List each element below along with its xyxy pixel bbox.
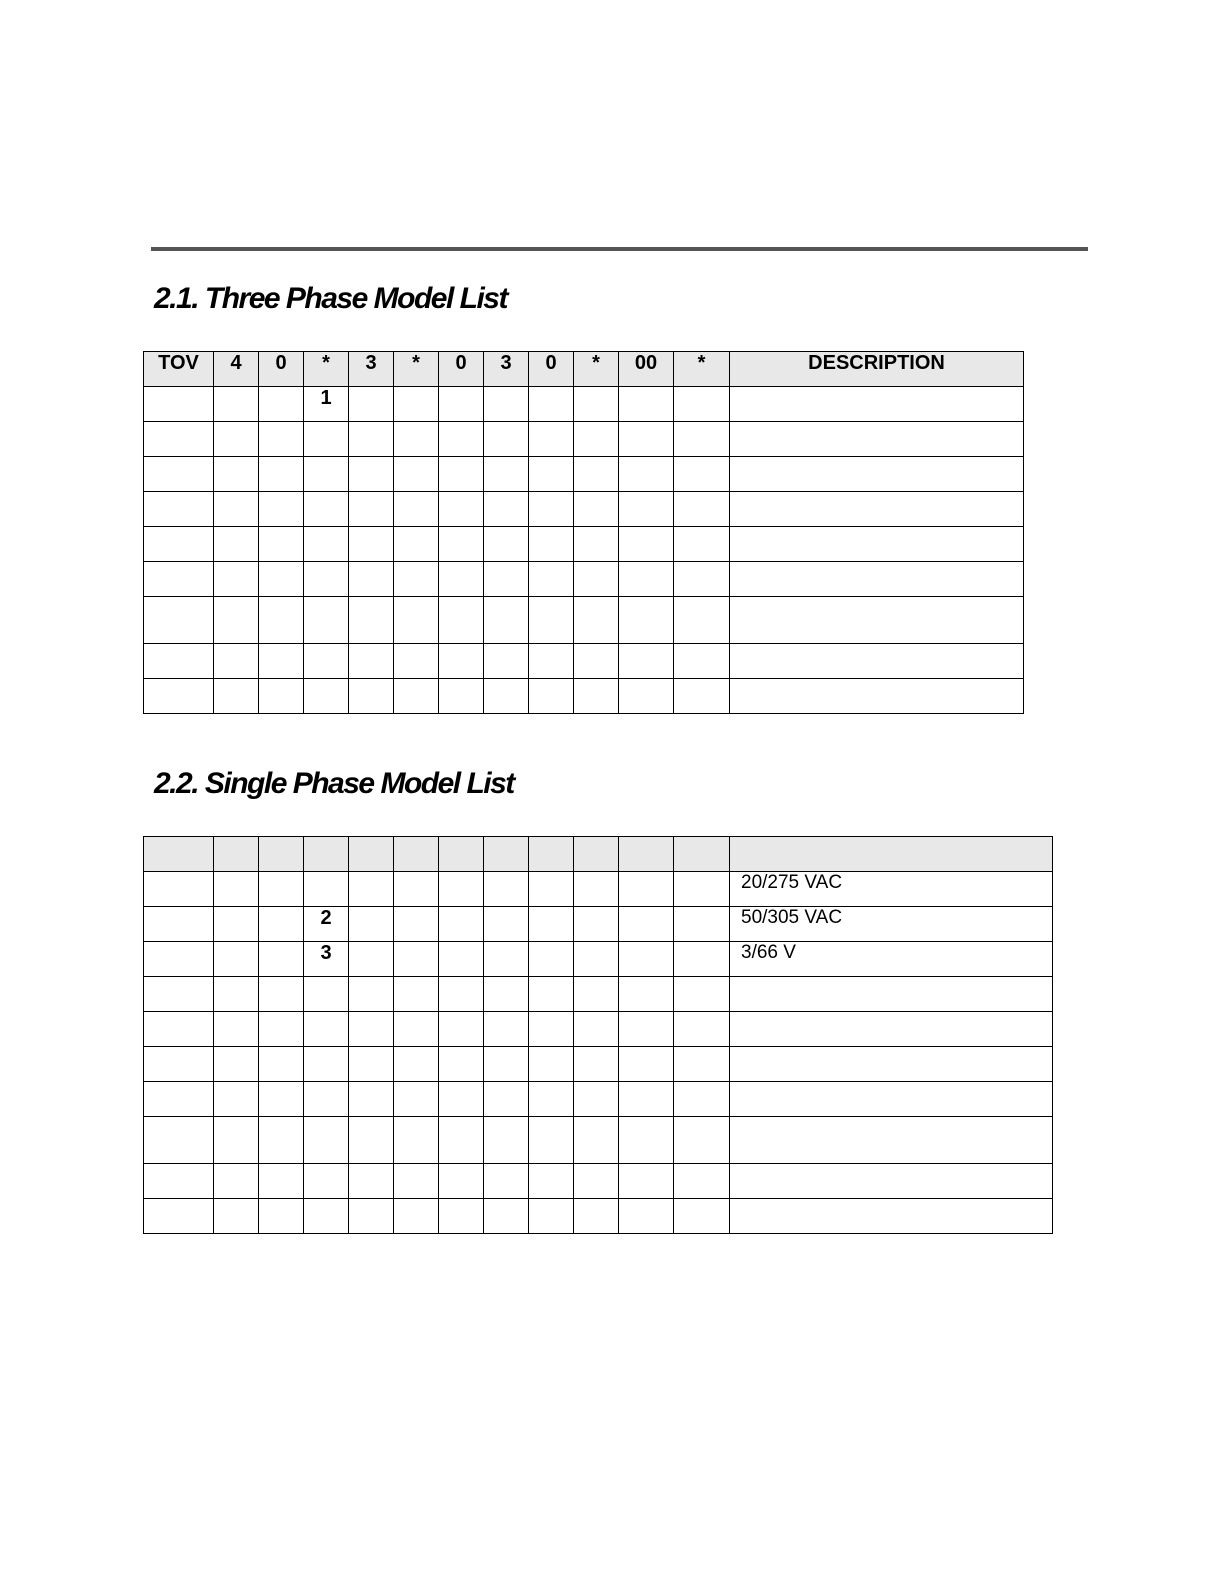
code-cell xyxy=(259,1012,304,1047)
code-cell xyxy=(619,1012,674,1047)
code-cell xyxy=(214,1082,259,1117)
code-cell xyxy=(259,387,304,422)
code-cell xyxy=(394,872,439,907)
code-cell xyxy=(574,1012,619,1047)
code-cell xyxy=(259,492,304,527)
header-cell xyxy=(574,837,619,872)
code-cell xyxy=(619,942,674,977)
code-cell xyxy=(214,907,259,942)
code-cell xyxy=(144,872,214,907)
code-cell xyxy=(529,597,574,644)
header-cell-description: DESCRIPTION xyxy=(730,352,1024,387)
code-cell xyxy=(394,1117,439,1164)
code-cell xyxy=(619,679,674,714)
code-cell xyxy=(144,942,214,977)
code-cell xyxy=(674,492,730,527)
code-cell xyxy=(304,1117,349,1164)
code-cell xyxy=(144,1012,214,1047)
code-cell xyxy=(674,679,730,714)
code-cell xyxy=(529,562,574,597)
code-cell xyxy=(574,679,619,714)
table-row xyxy=(144,597,1024,644)
header-cell: * xyxy=(674,352,730,387)
code-cell xyxy=(484,562,529,597)
code-cell xyxy=(349,387,394,422)
header-cell: * xyxy=(574,352,619,387)
code-cell xyxy=(574,1117,619,1164)
description-cell xyxy=(730,1012,1053,1047)
code-cell xyxy=(674,597,730,644)
code-cell xyxy=(304,457,349,492)
code-cell xyxy=(439,679,484,714)
code-cell xyxy=(439,562,484,597)
code-cell xyxy=(144,907,214,942)
table-row xyxy=(144,644,1024,679)
code-cell xyxy=(349,872,394,907)
code-cell xyxy=(304,1082,349,1117)
code-cell xyxy=(394,1082,439,1117)
code-cell xyxy=(619,907,674,942)
code-cell xyxy=(349,527,394,562)
header-cell: 3 xyxy=(349,352,394,387)
code-cell xyxy=(529,1082,574,1117)
code-cell xyxy=(144,679,214,714)
header-cell: TOV xyxy=(144,352,214,387)
code-cell xyxy=(439,1199,484,1234)
description-cell xyxy=(730,422,1024,457)
code-cell xyxy=(214,387,259,422)
header-cell: 0 xyxy=(259,352,304,387)
code-cell xyxy=(349,562,394,597)
code-cell xyxy=(304,1047,349,1082)
code-cell xyxy=(484,1047,529,1082)
code-cell xyxy=(304,562,349,597)
code-cell xyxy=(349,644,394,679)
code-cell xyxy=(619,562,674,597)
code-cell xyxy=(259,872,304,907)
code-cell xyxy=(439,1164,484,1199)
table-row xyxy=(144,1012,1053,1047)
header-cell xyxy=(619,837,674,872)
code-cell xyxy=(529,422,574,457)
code-cell xyxy=(619,527,674,562)
code-cell xyxy=(574,387,619,422)
code-cell xyxy=(394,644,439,679)
code-cell xyxy=(144,527,214,562)
code-cell xyxy=(484,597,529,644)
code-cell xyxy=(349,492,394,527)
table-row xyxy=(144,1082,1053,1117)
code-cell xyxy=(259,942,304,977)
code-cell xyxy=(144,457,214,492)
header-cell: 0 xyxy=(529,352,574,387)
code-cell xyxy=(529,457,574,492)
code-cell xyxy=(349,422,394,457)
code-cell xyxy=(574,644,619,679)
table-row xyxy=(144,679,1024,714)
code-cell xyxy=(144,422,214,457)
code-cell xyxy=(214,644,259,679)
description-cell xyxy=(730,1117,1053,1164)
code-cell xyxy=(214,422,259,457)
code-cell xyxy=(574,492,619,527)
code-cell xyxy=(439,422,484,457)
table-row xyxy=(144,387,1024,422)
code-cell xyxy=(674,422,730,457)
code-cell xyxy=(394,907,439,942)
code-cell xyxy=(214,597,259,644)
code-cell xyxy=(144,1082,214,1117)
code-cell xyxy=(214,562,259,597)
code-cell xyxy=(484,457,529,492)
code-cell xyxy=(304,872,349,907)
table-row xyxy=(144,1117,1053,1164)
code-cell xyxy=(574,942,619,977)
code-cell xyxy=(619,1199,674,1234)
code-cell xyxy=(144,597,214,644)
code-cell xyxy=(259,562,304,597)
code-cell xyxy=(439,977,484,1012)
code-cell xyxy=(304,1199,349,1234)
code-cell xyxy=(394,387,439,422)
code-cell xyxy=(144,387,214,422)
code-cell xyxy=(394,942,439,977)
code-cell xyxy=(394,1047,439,1082)
code-cell xyxy=(674,942,730,977)
code-cell xyxy=(214,1164,259,1199)
code-cell xyxy=(574,597,619,644)
code-cell xyxy=(144,562,214,597)
description-cell xyxy=(730,1199,1053,1234)
code-cell xyxy=(574,422,619,457)
code-cell xyxy=(439,942,484,977)
code-cell xyxy=(574,457,619,492)
code-cell xyxy=(619,422,674,457)
code-cell xyxy=(574,977,619,1012)
table-row xyxy=(144,492,1024,527)
code-cell xyxy=(484,492,529,527)
code-cell xyxy=(304,597,349,644)
code-cell xyxy=(529,1117,574,1164)
code-cell xyxy=(259,644,304,679)
description-cell: 3/66 V xyxy=(730,942,1053,977)
table-row xyxy=(144,1164,1053,1199)
section-title-three-phase: 2.1. Three Phase Model List xyxy=(154,282,507,315)
code-cell xyxy=(214,977,259,1012)
code-cell xyxy=(349,1164,394,1199)
code-cell xyxy=(214,457,259,492)
code-cell xyxy=(214,872,259,907)
header-rule xyxy=(151,247,1088,251)
code-cell xyxy=(349,977,394,1012)
code-cell xyxy=(439,644,484,679)
code-cell xyxy=(349,597,394,644)
code-cell xyxy=(674,527,730,562)
code-cell xyxy=(484,644,529,679)
code-cell xyxy=(304,422,349,457)
code-cell xyxy=(214,492,259,527)
code-cell xyxy=(259,422,304,457)
header-cell xyxy=(349,837,394,872)
header-cell: 4 xyxy=(214,352,259,387)
code-cell xyxy=(144,1164,214,1199)
code-cell xyxy=(484,1164,529,1199)
table-row xyxy=(144,422,1024,457)
description-cell xyxy=(730,1047,1053,1082)
header-cell xyxy=(439,837,484,872)
code-cell xyxy=(394,1199,439,1234)
code-cell xyxy=(439,457,484,492)
code-cell xyxy=(619,1164,674,1199)
code-cell xyxy=(574,1082,619,1117)
table-row xyxy=(144,907,1053,942)
code-cell xyxy=(304,1164,349,1199)
code-cell xyxy=(484,1012,529,1047)
code-cell xyxy=(574,872,619,907)
code-cell xyxy=(394,1164,439,1199)
header-cell: 0 xyxy=(439,352,484,387)
description-cell: 20/275 VAC xyxy=(730,872,1053,907)
code-cell xyxy=(574,1164,619,1199)
code-cell xyxy=(619,1047,674,1082)
header-cell xyxy=(214,837,259,872)
code-cell: 2 xyxy=(304,907,349,942)
table-row xyxy=(144,457,1024,492)
table-row xyxy=(144,1047,1053,1082)
code-cell xyxy=(484,942,529,977)
code-cell xyxy=(674,907,730,942)
header-cell-description xyxy=(730,837,1053,872)
code-cell xyxy=(394,457,439,492)
code-cell xyxy=(259,1199,304,1234)
header-cell: 3 xyxy=(484,352,529,387)
code-cell xyxy=(394,422,439,457)
description-cell xyxy=(730,1164,1053,1199)
code-cell xyxy=(529,942,574,977)
header-cell: * xyxy=(304,352,349,387)
code-cell xyxy=(304,644,349,679)
code-cell xyxy=(574,1047,619,1082)
code-cell xyxy=(144,1047,214,1082)
code-cell xyxy=(259,457,304,492)
code-cell xyxy=(529,527,574,562)
code-cell xyxy=(484,1199,529,1234)
code-cell xyxy=(529,387,574,422)
table-row xyxy=(144,562,1024,597)
table-row xyxy=(144,527,1024,562)
table-header-row xyxy=(144,352,1024,387)
header-cell xyxy=(394,837,439,872)
code-cell xyxy=(349,1199,394,1234)
code-cell xyxy=(214,1012,259,1047)
code-cell xyxy=(304,679,349,714)
code-cell xyxy=(144,977,214,1012)
code-cell xyxy=(529,872,574,907)
code-cell xyxy=(349,457,394,492)
code-cell xyxy=(304,492,349,527)
code-cell xyxy=(529,1199,574,1234)
code-cell xyxy=(394,977,439,1012)
code-cell xyxy=(619,1082,674,1117)
table-row xyxy=(144,977,1053,1012)
code-cell xyxy=(574,562,619,597)
code-cell xyxy=(484,679,529,714)
header-cell xyxy=(484,837,529,872)
description-cell xyxy=(730,457,1024,492)
header-cell xyxy=(144,837,214,872)
code-cell xyxy=(304,527,349,562)
code-cell xyxy=(674,977,730,1012)
code-cell xyxy=(674,457,730,492)
code-cell xyxy=(574,527,619,562)
code-cell xyxy=(394,597,439,644)
description-cell xyxy=(730,1082,1053,1117)
table-header-row xyxy=(144,837,1053,872)
three-phase-model-table xyxy=(143,351,1024,714)
header-cell: 00 xyxy=(619,352,674,387)
code-cell xyxy=(674,644,730,679)
code-cell xyxy=(484,1117,529,1164)
code-cell xyxy=(214,942,259,977)
code-cell xyxy=(484,872,529,907)
description-cell xyxy=(730,644,1024,679)
code-cell xyxy=(674,872,730,907)
code-cell xyxy=(439,527,484,562)
code-cell xyxy=(349,1082,394,1117)
description-cell xyxy=(730,387,1024,422)
table-row xyxy=(144,872,1053,907)
table-row xyxy=(144,1199,1053,1234)
code-cell xyxy=(529,1164,574,1199)
code-cell xyxy=(259,1047,304,1082)
code-cell xyxy=(484,527,529,562)
code-cell xyxy=(439,1117,484,1164)
code-cell xyxy=(529,977,574,1012)
code-cell xyxy=(619,1117,674,1164)
code-cell xyxy=(214,1047,259,1082)
code-cell xyxy=(394,492,439,527)
code-cell xyxy=(484,422,529,457)
code-cell xyxy=(144,644,214,679)
code-cell xyxy=(439,597,484,644)
code-cell xyxy=(619,387,674,422)
code-cell xyxy=(439,1012,484,1047)
header-cell xyxy=(259,837,304,872)
code-cell xyxy=(259,1117,304,1164)
code-cell xyxy=(144,1199,214,1234)
header-cell xyxy=(529,837,574,872)
code-cell xyxy=(529,679,574,714)
header-cell xyxy=(674,837,730,872)
section-title-single-phase: 2.2. Single Phase Model List xyxy=(154,767,514,800)
code-cell xyxy=(439,1047,484,1082)
code-cell xyxy=(529,1047,574,1082)
code-cell xyxy=(349,1012,394,1047)
description-cell xyxy=(730,597,1024,644)
code-cell xyxy=(439,872,484,907)
code-cell xyxy=(674,1199,730,1234)
description-cell xyxy=(730,527,1024,562)
code-cell xyxy=(439,1082,484,1117)
single-phase-model-table xyxy=(143,836,1053,1234)
code-cell xyxy=(439,492,484,527)
code-cell xyxy=(144,1117,214,1164)
code-cell xyxy=(259,597,304,644)
code-cell xyxy=(674,1047,730,1082)
code-cell xyxy=(439,387,484,422)
code-cell xyxy=(619,457,674,492)
code-cell xyxy=(674,1164,730,1199)
code-cell xyxy=(674,1082,730,1117)
code-cell xyxy=(484,1082,529,1117)
code-cell xyxy=(529,644,574,679)
code-cell xyxy=(674,1012,730,1047)
code-cell xyxy=(349,1047,394,1082)
code-cell xyxy=(619,872,674,907)
code-cell xyxy=(214,527,259,562)
code-cell xyxy=(619,644,674,679)
code-cell xyxy=(304,1012,349,1047)
code-cell xyxy=(619,597,674,644)
description-cell xyxy=(730,492,1024,527)
table-row xyxy=(144,942,1053,977)
code-cell xyxy=(349,679,394,714)
code-cell xyxy=(259,977,304,1012)
code-cell xyxy=(484,907,529,942)
code-cell xyxy=(349,942,394,977)
code-cell xyxy=(484,387,529,422)
code-cell xyxy=(144,492,214,527)
code-cell xyxy=(259,679,304,714)
code-cell xyxy=(304,977,349,1012)
code-cell xyxy=(529,492,574,527)
header-cell: * xyxy=(394,352,439,387)
code-cell xyxy=(259,907,304,942)
code-cell xyxy=(394,562,439,597)
description-cell xyxy=(730,562,1024,597)
code-cell xyxy=(259,1082,304,1117)
code-cell xyxy=(619,492,674,527)
code-cell xyxy=(529,907,574,942)
description-cell xyxy=(730,679,1024,714)
code-cell xyxy=(394,1012,439,1047)
code-cell: 3 xyxy=(304,942,349,977)
description-cell xyxy=(730,977,1053,1012)
code-cell xyxy=(214,1117,259,1164)
code-cell xyxy=(349,1117,394,1164)
code-cell: 1 xyxy=(304,387,349,422)
code-cell xyxy=(574,907,619,942)
header-cell xyxy=(304,837,349,872)
code-cell xyxy=(674,1117,730,1164)
code-cell xyxy=(619,977,674,1012)
code-cell xyxy=(259,1164,304,1199)
code-cell xyxy=(394,527,439,562)
code-cell xyxy=(394,679,439,714)
code-cell xyxy=(574,1199,619,1234)
code-cell xyxy=(674,562,730,597)
code-cell xyxy=(214,1199,259,1234)
description-cell: 50/305 VAC xyxy=(730,907,1053,942)
code-cell xyxy=(529,1012,574,1047)
code-cell xyxy=(259,527,304,562)
code-cell xyxy=(349,907,394,942)
code-cell xyxy=(674,387,730,422)
code-cell xyxy=(484,977,529,1012)
code-cell xyxy=(214,679,259,714)
code-cell xyxy=(439,907,484,942)
